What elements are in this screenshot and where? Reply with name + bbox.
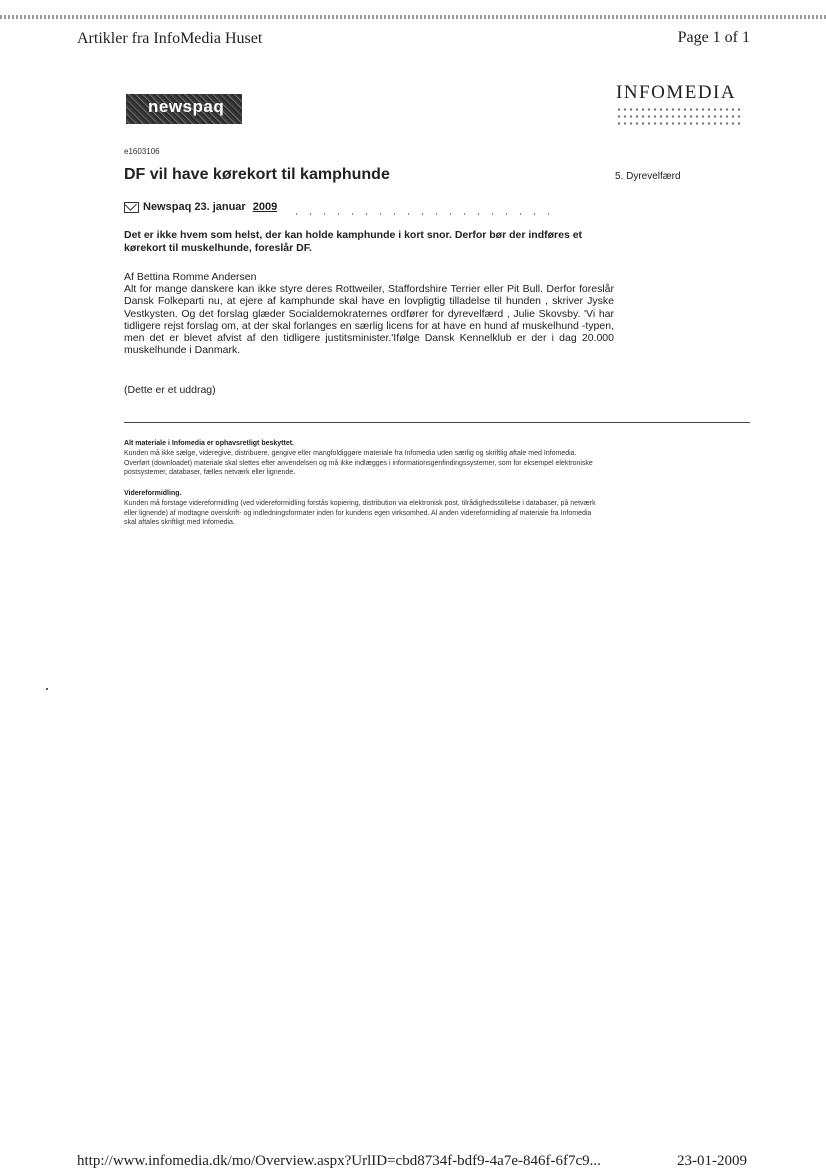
footer-url: http://www.infomedia.dk/mo/Overview.aspx?UrlID=cbd8734f-bdf9-4a7e-846f-6f7c9... [77,1153,601,1169]
source-line [124,201,277,213]
excerpt-note: (Dette er et uddrag) [124,384,216,396]
source-year: 2009 [252,201,278,213]
divider [124,422,750,423]
redistribution-text: Kunden må forstage videreformidling (ved videreformidling forstås kopiering, distribution via elektronisk post, tilrådighedsstillelse i databaser, på netværk eller lignende) af modtagne overskrift- og indledningsformater inden for kundens egen virksomhed. Al anden videreformidling af materiale fra Infomedia skal aftales skriftligt med Infomedia. [124,500,596,526]
page-indicator: Page 1 of 1 [677,29,750,46]
article-title: DF vil have kørekort til kamphunde [124,166,390,183]
footer-date: 23-01-2009 [677,1153,747,1169]
article-lead: Det er ikke hvem som helst, der kan holde kamphunde i kort snor. Derfor bør der indføres et kørekort til muskelhunde, foreslår DF. [124,229,583,254]
newspaq-logo [126,94,242,124]
article-byline: Af Bettina Romme Andersen [124,271,257,283]
redistribution-heading: Videreformidling. [124,490,182,497]
envelope-icon [124,202,139,213]
fax-top-border [0,15,826,19]
infomedia-dot-pattern [616,106,744,128]
document-id: e1603106 [124,147,160,156]
article-body: Alt for mange danskere kan ikke styre deres Rottweiler, Staffordshire Terrier eller Pit Bull. Derfor foreslår Dansk Folkeparti nu, at ejere af kamphunde skal have en lovpligtig tilladelse til hunden , skriver Jyske Vestkysten. Og det forslag glæder Socialdemokraternes ordfører for dyrevelfærd , Julie Skovsby. 'Vi har tidligere rejst forslag om, at der skal forlanges en særlig licens for at have en hund af muskelhund -typen, men det er blevet afvist af den tidligere justitsminister.'Ifølge Dansk Kennelklub er der i dag 20.000 muskelhunde i Danmark. [124,283,614,357]
newspaq-logo-text: newspaq [148,97,225,116]
article-category: 5. Dyrevelfærd [615,171,681,182]
infomedia-logo-text: INFOMEDIA [616,82,737,103]
copyright-text: Kunden må ikke sælge, videregive, distribuere, gengive eller mangfoldiggøre materiale fra Infomedia uden særlig og skriftlig aftale med Infomedia. Overført (downloadet) materiale skal slettes efter anvendelsen og må ikke indlægges i informationsgenfindingssystemer, som for eksempel elektroniske postsystemer, databaser, fælles netværk eller lignende. [124,450,593,476]
scan-speck [46,688,48,690]
dotted-leader [296,213,556,215]
copyright-heading: Alt materiale i Infomedia er ophavsretligt beskyttet. [124,440,294,447]
print-header-title: Artikler fra InfoMedia Huset [77,30,263,47]
source-name-date: Newspaq 23. januar [143,201,246,213]
infomedia-logo [616,82,744,128]
